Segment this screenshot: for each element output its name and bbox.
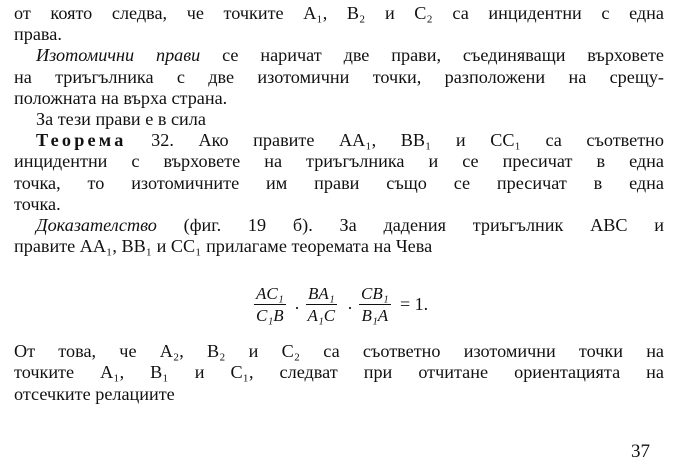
text-line: точките A₁, B₁ и C₁, следват при отчитане ориентацията на	[14, 362, 664, 383]
text-span: 32. Ако правите AA₁, BB₁ и CC₁ са съответно	[126, 130, 664, 151]
page-number: 37	[631, 441, 650, 462]
proof-heading: Доказателство	[36, 214, 157, 235]
text-line: на триъгълника с две изотомични точки, разположени на срещу-	[14, 66, 664, 87]
fraction-numerator: CB₁	[361, 284, 389, 304]
fraction-denominator: C₁B	[256, 306, 284, 326]
fraction	[359, 283, 391, 326]
equals-one: = 1.	[400, 294, 429, 315]
text-line: правите AA₁, BB₁ и CC₁ прилагаме теоремата на Чева	[14, 236, 433, 257]
text-line: За тези прави е в сила	[36, 108, 206, 129]
theorem-heading: Теорема	[36, 130, 127, 151]
text-line: отсечките релациите	[14, 383, 175, 404]
text-line	[14, 45, 664, 66]
text-line: точка, то изотомичните им прави също се пресичат в една	[14, 172, 664, 193]
text-span: (фиг. 19 б). За дадения триъгълник ABC и	[156, 214, 664, 235]
fraction-denominator: A₁C	[307, 306, 336, 326]
multiply-dot: ·	[347, 298, 353, 319]
text-line: инцидентни с върховете на триъгълника и се пресичат в една	[14, 151, 664, 172]
text-span: се наричат две прави, съединяващи върховете	[200, 45, 664, 66]
fraction-denominator: B₁A	[361, 306, 389, 326]
text-line: точка.	[14, 193, 61, 214]
text-line: от която следва, че точките A₁, B₂ и C₂ са инцидентни с една	[14, 3, 664, 23]
page-text	[14, 3, 664, 405]
term-isotomic-lines: Изотомични прави	[36, 45, 201, 66]
fraction-numerator: AC₁	[256, 284, 284, 304]
text-line: права.	[14, 24, 62, 45]
ceva-formula	[14, 283, 664, 335]
text-line: положната на върха страна.	[14, 87, 228, 108]
fraction	[306, 283, 337, 326]
multiply-dot: ·	[294, 298, 300, 319]
text-line: От това, че A₂, B₂ и C₂ са съответно изотомични точки на	[14, 341, 664, 362]
text-line	[14, 130, 664, 151]
fraction-numerator: BA₁	[308, 284, 335, 304]
text-line	[14, 215, 664, 236]
fraction	[254, 283, 286, 326]
